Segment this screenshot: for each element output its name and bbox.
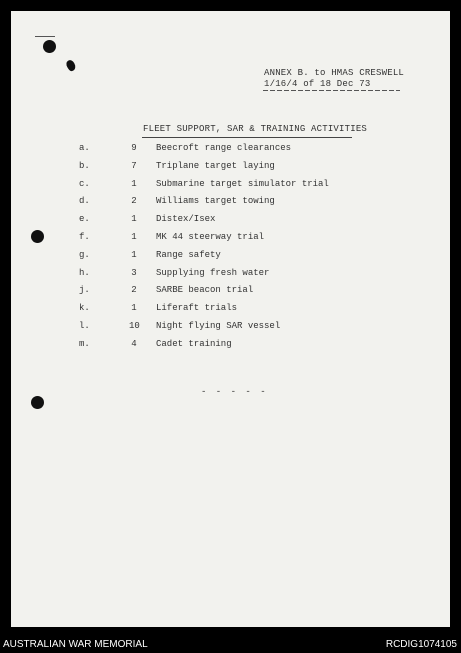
- title-underline: [142, 137, 352, 138]
- item-letter: f.: [79, 232, 90, 242]
- list-item: [11, 303, 450, 317]
- pen-mark: [35, 36, 55, 37]
- item-count: 2: [131, 196, 137, 207]
- list-item: [11, 285, 450, 299]
- item-activity: Distex/Isex: [156, 214, 216, 225]
- list-item: [11, 143, 450, 157]
- document-title: FLEET SUPPORT, SAR & TRAINING ACTIVITIES: [143, 124, 368, 134]
- footer-record-id: RCDIG1074105: [385, 639, 457, 650]
- archive-footer: [0, 635, 461, 653]
- item-count: 1: [131, 232, 137, 242]
- list-item: [11, 232, 450, 246]
- item-count: 3: [131, 267, 137, 278]
- item-count: 4: [131, 338, 137, 349]
- document-page: [11, 11, 450, 627]
- item-activity: MK 44 steerway trial: [156, 232, 265, 242]
- item-letter: d.: [79, 196, 90, 207]
- item-letter: b.: [79, 160, 90, 171]
- list-item: [11, 268, 450, 282]
- item-count: 10: [129, 321, 140, 331]
- item-count: 1: [131, 303, 137, 314]
- item-letter: j.: [79, 285, 90, 296]
- item-activity: Submarine target simulator trial: [156, 178, 329, 189]
- item-activity: Cadet training: [156, 338, 232, 349]
- annex-line-2: 1/16/4 of 18 Dec 73: [264, 79, 371, 89]
- item-activity: Beecroft range clearances: [156, 143, 292, 153]
- item-activity: Supplying fresh water: [156, 267, 270, 278]
- punch-hole-bottom: [31, 396, 44, 409]
- item-letter: c.: [79, 178, 90, 189]
- item-activity: Williams target towing: [156, 196, 275, 207]
- item-count: 7: [131, 160, 137, 171]
- item-letter: h.: [79, 267, 90, 278]
- item-letter: g.: [79, 249, 90, 260]
- item-letter: e.: [79, 214, 90, 225]
- list-item: [11, 339, 450, 353]
- item-letter: l.: [79, 321, 90, 331]
- list-item: [11, 196, 450, 210]
- annex-reference: [264, 68, 404, 90]
- item-letter: a.: [79, 143, 90, 153]
- end-mark: - - - - -: [201, 387, 268, 397]
- item-count: 2: [131, 285, 137, 296]
- list-item: [11, 250, 450, 264]
- footer-institution: AUSTRALIAN WAR MEMORIAL: [3, 639, 148, 650]
- item-activity: Triplane target laying: [156, 160, 275, 171]
- torn-hole: [65, 59, 77, 73]
- item-count: 1: [131, 214, 137, 225]
- list-item: [11, 321, 450, 335]
- list-item: [11, 179, 450, 193]
- item-activity: Range safety: [156, 249, 221, 260]
- item-letter: m.: [79, 338, 90, 349]
- item-letter: k.: [79, 303, 90, 314]
- item-count: 9: [131, 143, 137, 153]
- item-activity: Liferaft trials: [156, 303, 238, 314]
- item-activity: Night flying SAR vessel: [156, 321, 281, 331]
- item-count: 1: [131, 178, 137, 189]
- item-count: 1: [131, 249, 137, 260]
- list-item: [11, 214, 450, 228]
- punch-hole-top: [43, 40, 56, 53]
- list-item: [11, 161, 450, 175]
- annex-line-1: ANNEX B. to HMAS CRESWELL: [264, 68, 405, 78]
- item-activity: SARBE beacon trial: [156, 285, 254, 296]
- annex-underline: [263, 90, 400, 91]
